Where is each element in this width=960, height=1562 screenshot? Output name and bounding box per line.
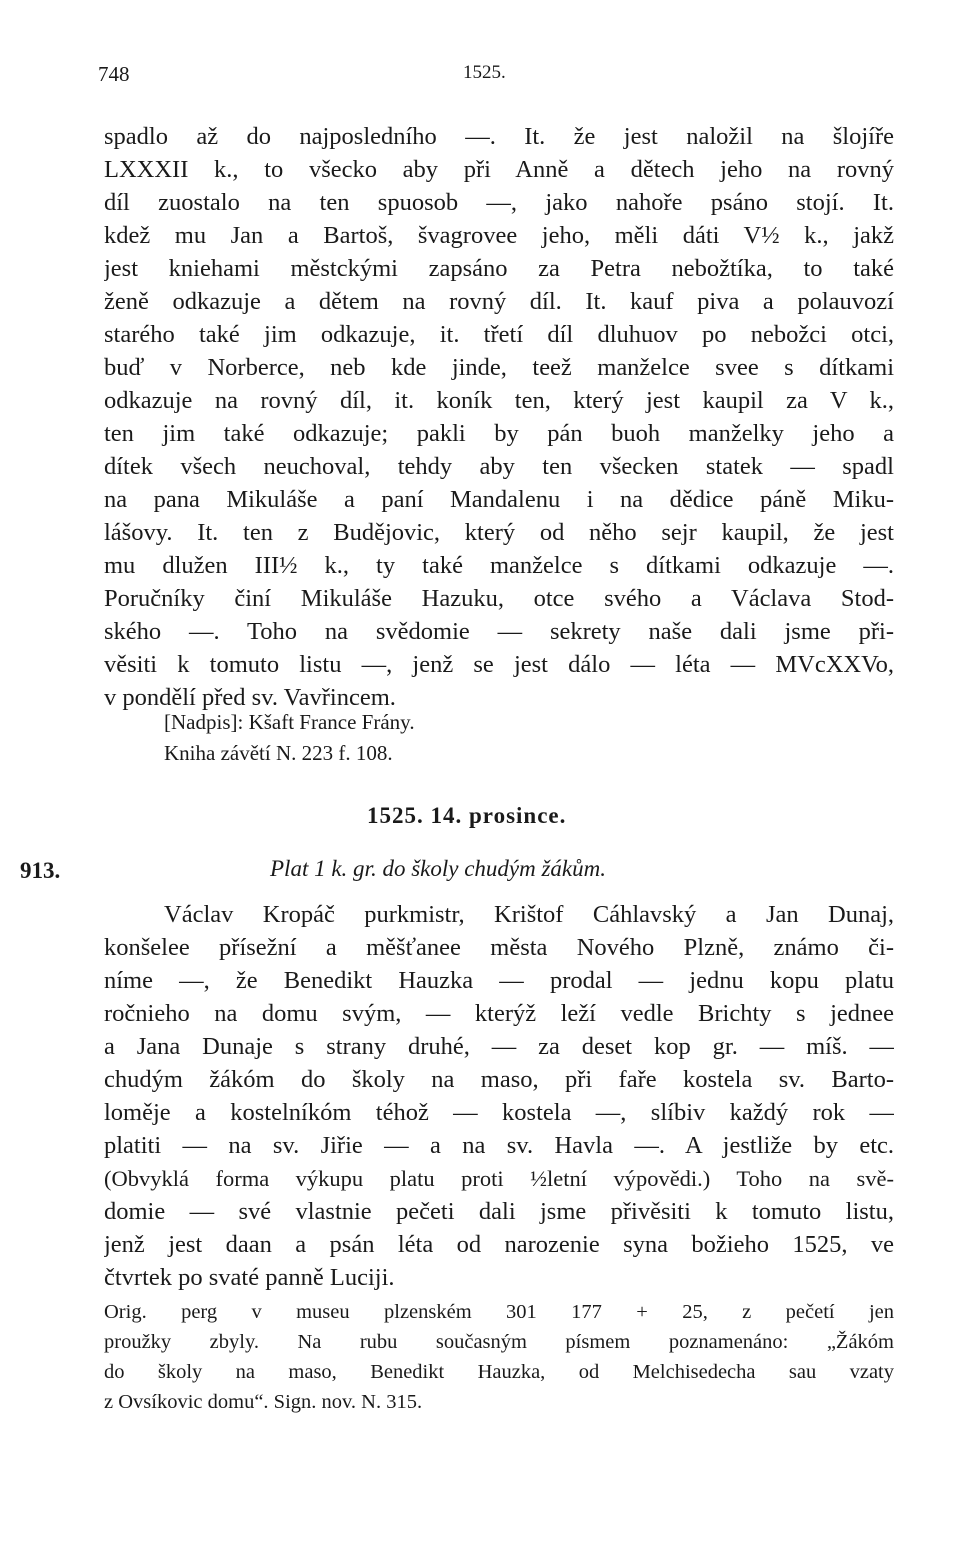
text-line: mu dlužen III½ k., ty také manželce s dítkami odkazuje —. bbox=[104, 552, 894, 579]
text-line: Poručníky činí Mikuláše Hazuku, otce svého a Václava Stod- bbox=[104, 585, 894, 612]
note-line: do školy na maso, Benedikt Hauzka, od Melchisedecha sau vzaty bbox=[104, 1361, 894, 1383]
page-number: 748 bbox=[98, 62, 130, 86]
running-header-year: 1525. bbox=[463, 62, 506, 83]
text-line: buď v Norberce, neb kde jinde, teež manželce svee s dítkami bbox=[104, 354, 894, 381]
text-line: spadlo až do najposledního —. It. že jest naložil na šlojíře bbox=[104, 123, 894, 150]
heading-note: [Nadpis]: Kšaft France Frány. bbox=[164, 710, 415, 734]
text-line: níme —, že Benedikt Hauzka — prodal — jednu kopu platu bbox=[104, 967, 894, 994]
text-line: chudým žákóm do školy na maso, při faře kostela sv. Barto- bbox=[104, 1066, 894, 1093]
text-line: loměje a kostelníkóm téhož — kostela —, slíbiv každý rok — bbox=[104, 1099, 894, 1126]
text-line: konšelee přísežní a měšťanee města Nového Plzně, známo či- bbox=[104, 934, 894, 961]
text-line: ročnieho na domu svým, — kterýž leží vedle Brichty s jednee bbox=[104, 1000, 894, 1027]
text-line: kdež mu Jan a Bartoš, švagrovee jeho, měli dáti V½ k., jakž bbox=[104, 222, 894, 249]
text-line: ten jim také odkazuje; pakli by pán buoh manželky jeho a bbox=[104, 420, 894, 447]
archive-reference: Kniha závětí N. 223 f. 108. bbox=[164, 741, 393, 765]
text-line: čtvrtek po svaté panně Luciji. bbox=[104, 1264, 395, 1291]
text-line: jenž jest daan a psán léta od narozenie syna božieho 1525, ve bbox=[104, 1231, 894, 1258]
note-line: Orig. perg v museu plzenském 301 177 + 25, z pečetí jen bbox=[104, 1301, 894, 1323]
text-line: v pondělí před sv. Vavřincem. bbox=[104, 684, 396, 711]
source-notes bbox=[164, 707, 415, 769]
note-line: proužky zbyly. Na rubu současným písmem poznamenáno: „Žákóm bbox=[104, 1331, 894, 1353]
text-line: na pana Mikuláše a paní Mandalenu i na dědice páně Miku- bbox=[104, 486, 894, 513]
text-line: starého také jim odkazuje, it. třetí díl dluhuov po nebožci otci, bbox=[104, 321, 894, 348]
text-line: díl zuostalo na ten spuosob —, jako nahoře psáno stojí. It. bbox=[104, 189, 894, 216]
document-number: 913. bbox=[20, 858, 61, 883]
text-line: a Jana Dunaje s strany druhé, — za deset kop gr. — míš. — bbox=[104, 1033, 894, 1060]
text-line: LXXXII k., to všecko aby při Anně a dětech jeho na rovný bbox=[104, 156, 894, 183]
document-title: Plat 1 k. gr. do školy chudým žákům. bbox=[270, 856, 606, 881]
text-line: Václav Kropáč purkmistr, Krištof Cáhlavský a Jan Dunaj, bbox=[164, 901, 894, 928]
original-source-note bbox=[104, 1297, 894, 1417]
previous-document-text bbox=[104, 120, 894, 714]
text-line: platiti — na sv. Jiřie — a na sv. Havla —. A jestliže by etc. bbox=[104, 1132, 894, 1159]
text-line: jest kniehami městckými zapsáno za Petra nebožtíka, to také bbox=[104, 255, 894, 282]
document-body bbox=[104, 898, 894, 1294]
text-line: domie — své vlastnie pečeti dali jsme přivěsiti k tomuto listu, bbox=[104, 1198, 894, 1225]
text-line: ského —. Toho na svědomie — sekrety naše dali jsme při- bbox=[104, 618, 894, 645]
text-line: (Obvyklá forma výkupu platu proti ½letní výpovědi.) Toho na svě- bbox=[104, 1166, 894, 1191]
document-date: 1525. 14. prosince. bbox=[367, 803, 567, 828]
text-line: ženě odkazuje a dětem na rovný díl. It. kauf piva a polauvozí bbox=[104, 288, 894, 315]
page-header bbox=[98, 62, 898, 92]
text-line: lášovy. It. ten z Budějovic, který od něho sejr kaupil, že jest bbox=[104, 519, 894, 546]
note-line: z Ovsíkovic domu“. Sign. nov. N. 315. bbox=[104, 1391, 423, 1413]
text-line: odkazuje na rovný díl, it. koník ten, který jest kaupil za V k., bbox=[104, 387, 894, 414]
text-line: dítek všech neuchoval, tehdy aby ten všecken statek — spadl bbox=[104, 453, 894, 480]
text-line: věsiti k tomuto listu —, jenž se jest dálo — léta — MVcXXVo, bbox=[104, 651, 894, 678]
